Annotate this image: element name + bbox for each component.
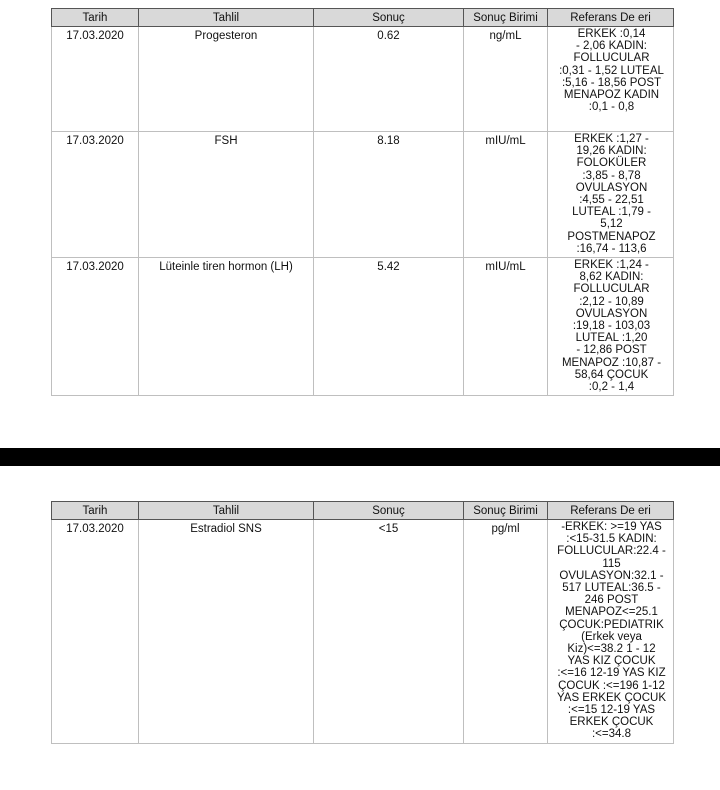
reference-line: ÇOCUK:PEDIATRIK	[559, 618, 664, 631]
reference-line: FOLLUCULAR	[573, 52, 650, 65]
cell-result: 0.62	[314, 27, 464, 132]
reference-line: YAS KIZ ÇOCUK	[567, 655, 656, 668]
cell-date: 17.03.2020	[52, 520, 139, 744]
header-date: Tarih	[52, 502, 139, 520]
reference-line: LUTEAL :1,20	[575, 332, 648, 345]
reference-line: ERKEK ÇOCUK	[569, 716, 654, 729]
reference-line: - 12,86 POST	[576, 344, 647, 357]
cell-test: FSH	[139, 132, 314, 258]
header-reference: Referans De eri	[548, 502, 674, 520]
cell-unit: pg/ml	[464, 520, 548, 744]
cell-result: 5.42	[314, 258, 464, 396]
header-test: Tahlil	[139, 502, 314, 520]
reference-line: FOLLUCULAR	[573, 283, 650, 296]
reference-line: ERKEK :0,14	[577, 28, 646, 40]
cell-unit: mIU/mL	[464, 258, 548, 396]
reference-line: 58,64 ÇOCUK	[574, 368, 649, 381]
reference-line: 115	[602, 557, 621, 570]
cell-reference	[548, 258, 674, 396]
report-page-bottom	[0, 466, 720, 790]
reference-line: :<=15 12-19 YAS	[567, 704, 656, 717]
table-header-row	[52, 9, 674, 27]
reference-line: OVULASYON	[575, 307, 648, 320]
reference-line: -ERKEK: >=19 YAS	[561, 521, 662, 533]
header-result: Sonuç	[314, 9, 464, 27]
header-date: Tarih	[52, 9, 139, 27]
lab-results-table-2	[51, 501, 674, 744]
cell-reference	[548, 132, 674, 258]
cell-test: Lüteinle tiren hormon (LH)	[139, 258, 314, 396]
reference-line: MENAPOZ<=25.1	[565, 606, 658, 619]
table-row	[52, 132, 674, 258]
reference-line: OVULASYON:32.1 -	[559, 569, 664, 582]
header-unit: Sonuç Birimi	[464, 9, 548, 27]
header-test: Tahlil	[139, 9, 314, 27]
reference-line: LUTEAL :1,79 -	[572, 206, 651, 219]
cell-test: Progesteron	[139, 27, 314, 132]
reference-line: POSTMENAPOZ	[567, 230, 656, 243]
page-divider	[0, 448, 720, 466]
table-row	[52, 258, 674, 396]
reference-line: :19,18 - 103,03	[572, 320, 651, 333]
reference-line: :0,1 - 0,8	[588, 101, 635, 114]
lab-results-table-1	[51, 8, 674, 396]
cell-date: 17.03.2020	[52, 132, 139, 258]
header-result: Sonuç	[314, 502, 464, 520]
reference-line: :16,74 - 113,6	[576, 242, 647, 255]
reference-line: MENAPOZ :10,87 -	[561, 356, 662, 369]
reference-line: OVULASYON	[575, 181, 648, 194]
reference-line: YAS ERKEK ÇOCUK	[556, 691, 667, 704]
reference-line: ÇOCUK :<=196 1-12	[558, 679, 665, 692]
cell-date: 17.03.2020	[52, 27, 139, 132]
reference-line: 19,26 KADIN:	[576, 145, 647, 158]
reference-line: :0,2 - 1,4	[588, 381, 635, 394]
reference-line: FOLOKÜLER	[576, 157, 647, 170]
cell-test: Estradiol SNS	[139, 520, 314, 744]
reference-line: :<=16 12-19 YAS KIZ	[557, 667, 666, 680]
reference-line: Kiz)<=38.2 1 - 12	[567, 643, 656, 656]
reference-line: :2,12 - 10,89	[579, 295, 644, 308]
cell-reference	[548, 520, 674, 744]
reference-line: ERKEK :1,24 -	[574, 259, 649, 272]
reference-line: (Erkek veya	[581, 630, 642, 643]
table-header-row	[52, 502, 674, 520]
cell-result: <15	[314, 520, 464, 744]
reference-line: 246 POST	[584, 594, 639, 607]
table-row	[52, 27, 674, 132]
reference-line: :0,31 - 1,52 LUTEAL	[559, 64, 664, 77]
reference-line: :5,16 - 18,56 POST	[561, 76, 662, 89]
reference-line: :4,55 - 22,51	[579, 194, 644, 207]
reference-line: FOLLUCULAR:22.4 -	[557, 545, 666, 558]
reference-line: 5,12	[600, 218, 623, 231]
reference-line: :3,85 - 8,78	[582, 169, 641, 182]
reference-line: :<15-31.5 KADIN:	[566, 533, 657, 546]
cell-date: 17.03.2020	[52, 258, 139, 396]
reference-line: :<=34.8	[591, 728, 631, 741]
reference-line: - 2,06 KADIN:	[576, 40, 647, 53]
cell-unit: mIU/mL	[464, 132, 548, 258]
cell-result: 8.18	[314, 132, 464, 258]
reference-line: ERKEK :1,27 -	[574, 133, 649, 145]
reference-line: 517 LUTEAL:36.5 -	[562, 582, 661, 595]
reference-line: MENAPOZ KADIN	[563, 89, 660, 102]
table-row	[52, 520, 674, 744]
header-reference: Referans De eri	[548, 9, 674, 27]
header-unit: Sonuç Birimi	[464, 502, 548, 520]
reference-line: 8,62 KADIN:	[579, 271, 644, 284]
cell-unit: ng/mL	[464, 27, 548, 132]
cell-reference	[548, 27, 674, 132]
